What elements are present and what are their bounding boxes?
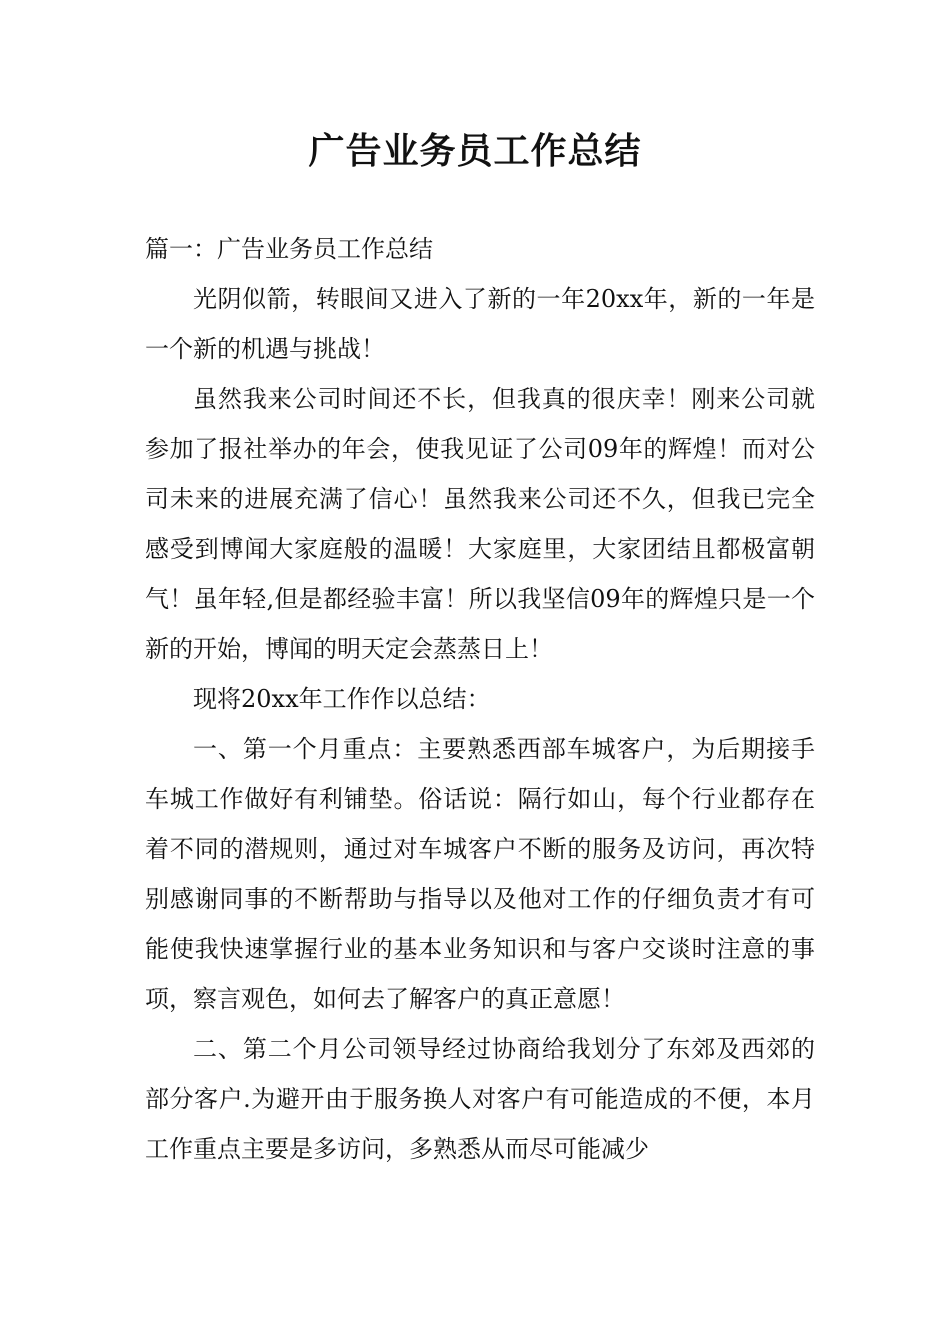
paragraph-month-two: 二、第二个月公司领导经过协商给我划分了东郊及西郊的部分客户.为避开由于服务换人对客户有可能造成的不便，本月工作重点主要是多访问，多熟悉从而尽可能减少 [145,1035,815,1163]
paragraph-month-one: 一、第一个月重点：主要熟悉西部车城客户，为后期接手车城工作做好有利铺垫。俗话说：隔行如山，每个行业都存在着不同的潜规则，通过对车城客户不断的服务及访问，再次特别感谢同事的不断帮助与指导以及他对工作的仔细负责才有可能使我快速掌握行业的基本业务知识和与客户交谈时注意的事项，察言观色，如何去了解客户的真正意愿！ [145,735,815,1013]
document-title: 广告业务员工作总结 [308,131,642,172]
paragraph-intro: 光阴似箭，转眼间又进入了新的一年20xx年，新的一年是一个新的机遇与挑战！ [145,285,815,363]
paragraph-company: 虽然我来公司时间还不长，但我真的很庆幸！刚来公司就参加了报社举办的年会，使我见证了公司09年的辉煌！而对公司未来的进展充满了信心！虽然我来公司还不久，但我已完全感受到博闻大家庭般的温暖！大家庭里，大家团结且都极富朝气！虽年轻,但是都经验丰富！所以我坚信09年的辉煌只是一个新的开始，博闻的明天定会蒸蒸日上！ [145,385,815,663]
section-heading: 篇一：广告业务员工作总结 [145,235,433,263]
paragraph-summary-lead: 现将20xx年工作作以总结： [193,685,491,713]
document-body [145,224,815,1174]
